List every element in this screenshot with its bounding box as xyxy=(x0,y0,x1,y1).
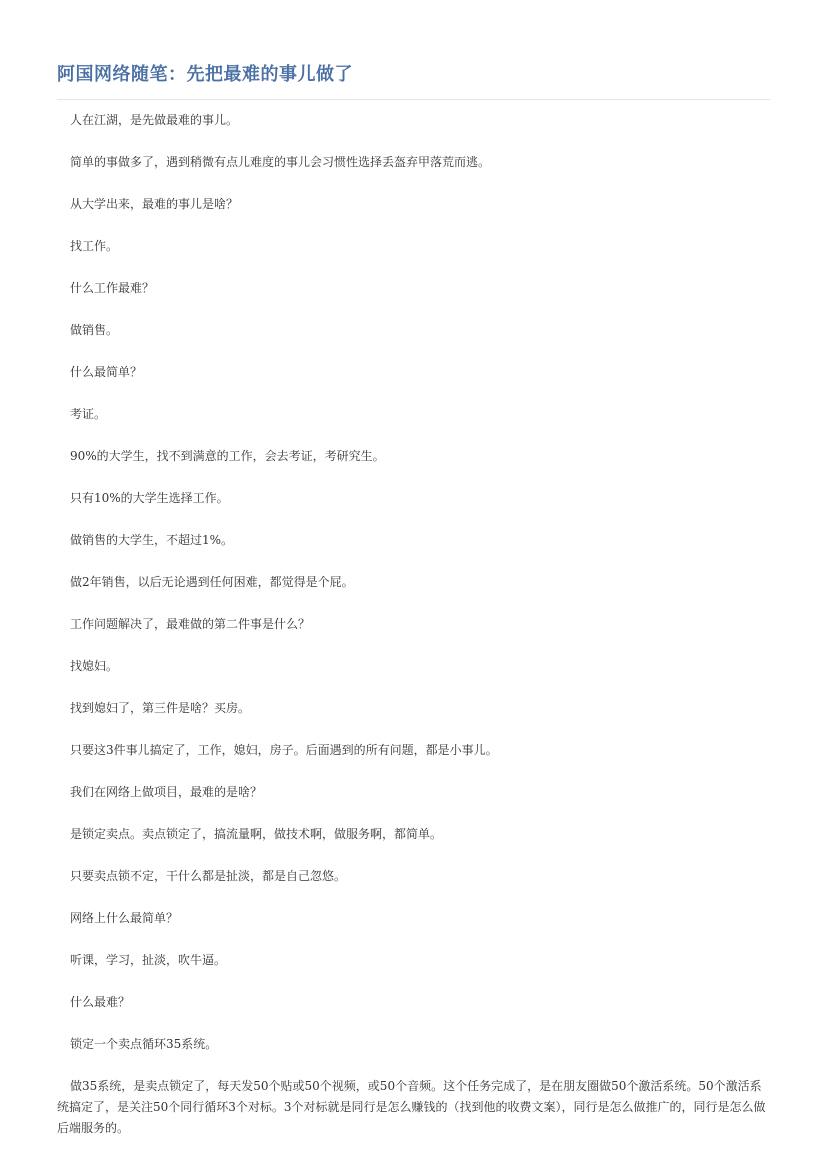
paragraph: 网络上什么最简单？ xyxy=(70,911,179,925)
paragraph: 只要这3件事儿搞定了，工作，媳妇，房子。后面遇到的所有问题，都是小事儿。 xyxy=(70,743,498,757)
paragraph: 考证。 xyxy=(70,407,107,421)
paragraph: 人在江湖，是先做最难的事儿。 xyxy=(70,113,239,127)
paragraph: 找工作。 xyxy=(70,239,119,253)
paragraph: 做2年销售，以后无论遇到任何困难，都觉得是个屁。 xyxy=(70,575,354,589)
paragraph: 90%的大学生，找不到满意的工作，会去考证，考研究生。 xyxy=(70,449,385,463)
paragraph: 听课，学习，扯淡，吹牛逼。 xyxy=(70,953,227,967)
paragraph: 做销售。 xyxy=(70,323,119,337)
paragraph: 找到媳妇了，第三件是啥？买房。 xyxy=(70,701,251,715)
article-body xyxy=(57,110,770,1139)
paragraph: 做销售的大学生，不超过1%。 xyxy=(70,533,234,547)
paragraph: 是锁定卖点。卖点锁定了，搞流量啊，做技术啊，做服务啊，都简单。 xyxy=(70,827,443,841)
paragraph: 只有10%的大学生选择工作。 xyxy=(70,491,229,505)
paragraph: 简单的事做多了，遇到稍微有点儿难度的事儿会习惯性选择丢盔弃甲落荒而逃。 xyxy=(70,155,491,169)
paragraph: 锁定一个卖点循环35系统。 xyxy=(70,1037,218,1051)
paragraph: 做35系统，是卖点锁定了，每天发50个贴或50个视频，或50个音频。这个任务完成了，是在朋友圈做50个激活系统。50个激活系统搞定了，是关注50个同行循环3个对标。3个对标就是同行是怎么赚钱的（找到他的收费文案），同行是怎么做推广的，同行是怎么做后端服务的。 xyxy=(57,1079,766,1135)
paragraph: 什么最简单？ xyxy=(70,365,143,379)
paragraph: 我们在网络上做项目，最难的是啥？ xyxy=(70,785,263,799)
paragraph: 工作问题解决了，最难做的第二件事是什么？ xyxy=(70,617,311,631)
article-title: 阿国网络随笔：先把最难的事儿做了 xyxy=(57,60,770,100)
paragraph: 什么最难？ xyxy=(70,995,131,1009)
paragraph: 找媳妇。 xyxy=(70,659,119,673)
paragraph: 从大学出来，最难的事儿是啥？ xyxy=(70,197,239,211)
paragraph: 什么工作最难？ xyxy=(70,281,155,295)
article xyxy=(57,60,770,1139)
paragraph: 只要卖点锁不定，干什么都是扯淡，都是自己忽悠。 xyxy=(70,869,347,883)
